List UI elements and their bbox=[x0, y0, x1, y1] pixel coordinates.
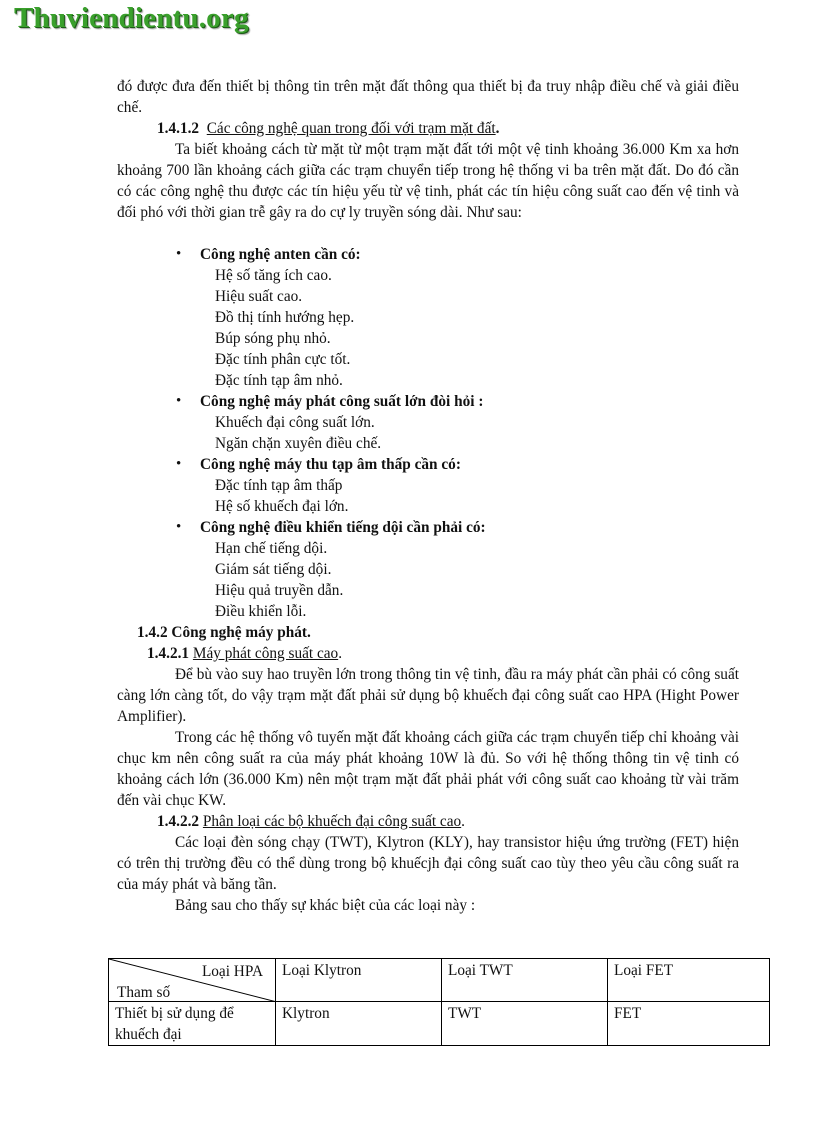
sub-list bbox=[200, 412, 739, 454]
table-cell: TWT bbox=[442, 1002, 608, 1046]
bullet-transmitter bbox=[176, 391, 739, 454]
table-cell: Klytron bbox=[276, 1002, 442, 1046]
sub-item: Hệ số khuếch đại lớn. bbox=[215, 498, 349, 515]
sub-item: Đồ thị tính hướng hẹp. bbox=[215, 309, 355, 326]
section-period: . bbox=[338, 645, 343, 662]
heading-1-4-2-1 bbox=[117, 643, 739, 664]
sub-list bbox=[200, 475, 739, 517]
sub-item: Điều khiển lỗi. bbox=[215, 603, 307, 620]
section-title: Các công nghệ quan trong đối với trạm mặt đất bbox=[206, 120, 496, 137]
bullet-icon: • bbox=[176, 246, 182, 262]
intro-paragraph: đó được đưa đến thiết bị thông tin trên mặt đất thông qua thiết bị đa truy nhập điều chế và giải điều chế. bbox=[117, 78, 739, 116]
sub-item: Hạn chế tiếng dội. bbox=[215, 540, 328, 557]
bullet-title: Công nghệ máy phát công suất lớn đòi hỏi : bbox=[200, 393, 484, 410]
corner-top-label: Loại HPA bbox=[201, 963, 263, 980]
bullet-receiver bbox=[176, 454, 739, 517]
table-corner-cell bbox=[109, 959, 276, 1002]
sub-list bbox=[200, 265, 739, 391]
section-number: 1.4.2.1 bbox=[147, 645, 190, 662]
document-page bbox=[117, 76, 739, 916]
table-header-row bbox=[109, 959, 770, 1002]
paragraph-terrestrial: Trong các hệ thống vô tuyến mặt đất khoảng cách giữa các trạm chuyển tiếp chỉ khoảng vài chục km nên công suất ra của máy phát khoảng 10W là đủ. So với hệ thống thông tin vệ tinh có khoảng cách lớn (36.000 Km) nên một trạm mặt đất phải phát với công suất cao khoảng từ vài trăm đến vài chục KW. bbox=[117, 729, 739, 809]
corner-bottom-label: Tham số bbox=[117, 984, 171, 1001]
heading-1-4-2: 1.4.2 Công nghệ máy phát. bbox=[137, 624, 311, 641]
bullet-title: Công nghệ máy thu tạp âm thấp cần có: bbox=[200, 456, 461, 473]
bullet-title: Công nghệ điều khiển tiếng dội cần phải có: bbox=[200, 519, 486, 536]
site-logo: Thuviendientu.org bbox=[14, 2, 249, 34]
bullet-antenna bbox=[176, 244, 739, 391]
sub-item: Đặc tính tạp âm nhỏ. bbox=[215, 372, 343, 389]
table-header-cell: Loại FET bbox=[608, 959, 770, 1002]
table-row-label: Thiết bị sử dụng để khuếch đại bbox=[109, 1002, 276, 1046]
section-period: . bbox=[461, 813, 465, 830]
section-title: Phân loại các bộ khuếch đại công suất cao bbox=[202, 813, 462, 830]
section-number: 1.4.2.2 bbox=[157, 813, 200, 830]
sub-item: Đặc tính tạp âm thấp bbox=[215, 477, 343, 494]
heading-1-4-2-2 bbox=[117, 811, 739, 832]
paragraph-distance: Ta biết khoảng cách từ mặt từ một trạm mặt đất tới một vệ tinh khoảng 36.000 Km xa hơn khoảng 700 lần khoảng cách giữa các trạm chuyển tiếp trong hệ thống vi ba trên mặt đất. Do đó cần có các công nghệ thu được các tín hiệu yếu từ vệ tinh, phát các tín hiệu công suất cao đến vệ tinh và đối phó với thời gian trễ gây ra do cự ly truyền sóng dài. Như sau: bbox=[117, 141, 739, 221]
bullet-icon: • bbox=[176, 393, 182, 409]
section-number: 1.4.1.2 bbox=[157, 120, 200, 137]
sub-item: Giám sát tiếng dội. bbox=[215, 561, 332, 578]
paragraph-compensate: Để bù vào suy hao truyền lớn trong thông tin vệ tinh, đầu ra máy phát cần phải có công suất càng lớn càng tốt, do vậy trạm mặt đất phải sử dụng bộ khuếch đại công suất cao HPA (Hight Power Amplifier). bbox=[117, 666, 739, 725]
sub-item: Hệ số tăng ích cao. bbox=[215, 267, 332, 284]
hpa-comparison-table bbox=[108, 958, 770, 1046]
bullet-icon: • bbox=[176, 456, 182, 472]
section-period: . bbox=[495, 120, 500, 137]
bullet-icon: • bbox=[176, 519, 182, 535]
bullet-title: Công nghệ anten cần có: bbox=[200, 246, 361, 263]
table-header-cell: Loại Klytron bbox=[276, 959, 442, 1002]
heading-1-4-1-2 bbox=[117, 118, 739, 139]
sub-item: Búp sóng phụ nhỏ. bbox=[215, 330, 331, 347]
sub-item: Ngăn chặn xuyên điều chế. bbox=[215, 435, 382, 452]
table-header-cell: Loại TWT bbox=[442, 959, 608, 1002]
paragraph-table-intro: Bảng sau cho thấy sự khác biệt của các loại này : bbox=[175, 897, 476, 914]
sub-list bbox=[200, 538, 739, 622]
table-cell: FET bbox=[608, 1002, 770, 1046]
sub-item: Hiệu quả truyền dẫn. bbox=[215, 582, 344, 599]
bullet-echo-control bbox=[176, 517, 739, 622]
technology-bullet-list bbox=[117, 244, 739, 622]
section-title: Máy phát công suất cao bbox=[192, 645, 339, 662]
paragraph-hpa-types: Các loại đèn sóng chạy (TWT), Klytron (KLY), hay transistor hiệu ứng trường (FET) hiện có trên thị trường đều có thể dùng trong bộ khuếcjh đại công suất cao tùy theo yêu cầu công suất ra của máy phát và băng tần. bbox=[117, 834, 739, 893]
sub-item: Khuếch đại công suất lớn. bbox=[215, 414, 375, 431]
sub-item: Hiệu suất cao. bbox=[215, 288, 303, 305]
sub-item: Đặc tính phân cực tốt. bbox=[215, 351, 351, 368]
table-row bbox=[109, 1002, 770, 1046]
spacer bbox=[117, 223, 739, 244]
